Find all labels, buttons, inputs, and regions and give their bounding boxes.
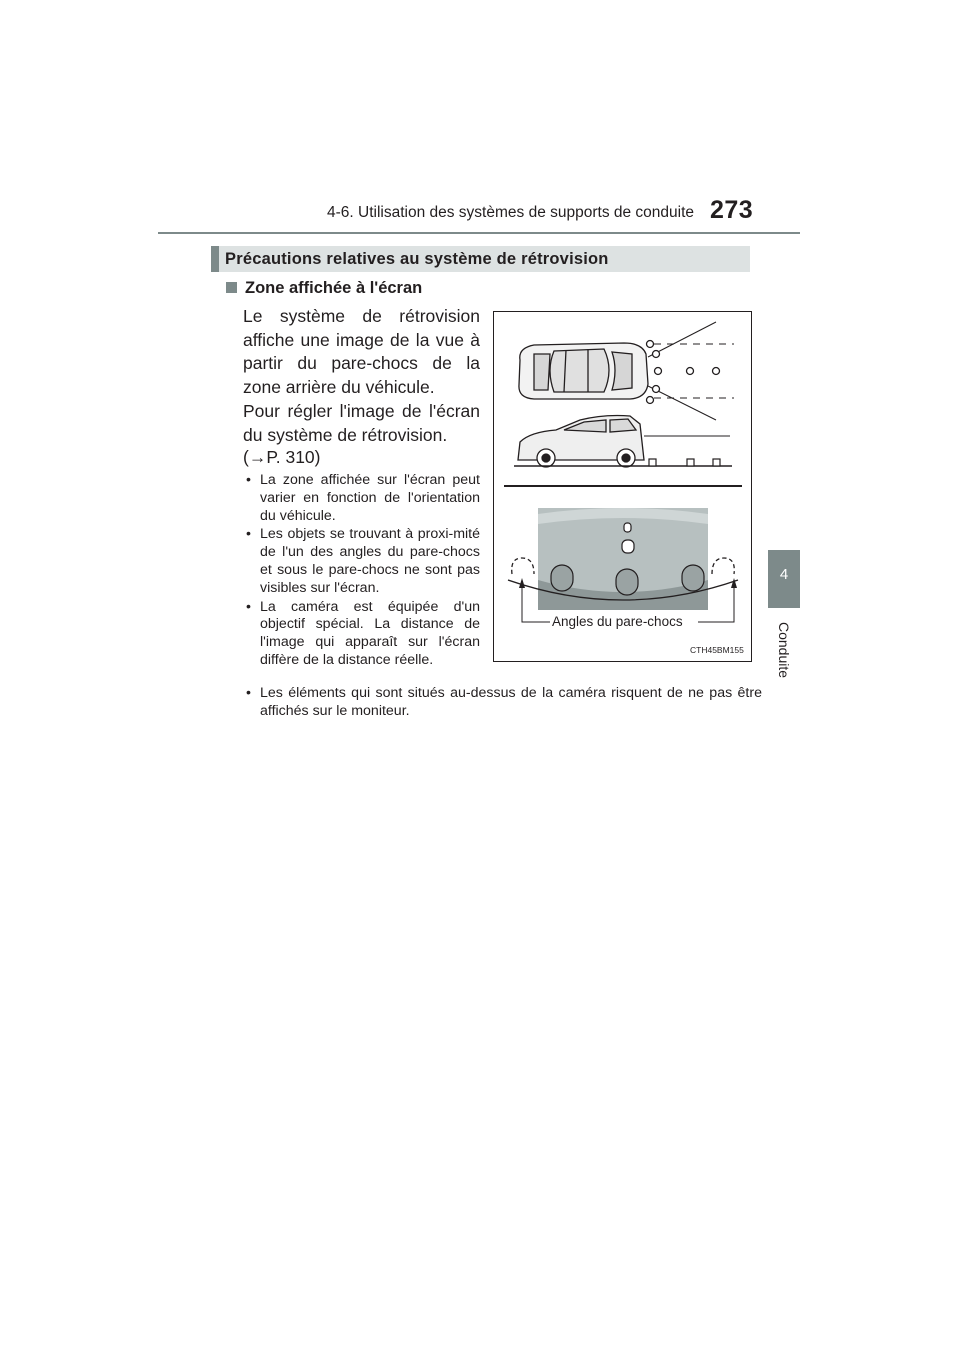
section-accent xyxy=(211,246,219,272)
chapter-label xyxy=(771,620,797,680)
list-item xyxy=(243,472,480,525)
list-item xyxy=(243,526,480,597)
chapter-tab xyxy=(768,550,800,608)
bullet-text: La caméra est équipée d'un objectif spécial. La distance de l'image qui apparaît sur l'écran diffère de la distance réelle. xyxy=(260,598,480,668)
bullet-text: Les objets se trouvant à proxi-mité de l'un des angles du pare-chocs et sous le pare-chocs ne sont pas visibles sur l'écran. xyxy=(260,526,480,596)
subheading xyxy=(226,279,422,298)
bullet-icon: • xyxy=(246,685,251,701)
paragraph-1: Le système de rétrovision affiche une image de la vue à partir du pare-chocs de la zone arrière du véhicule. xyxy=(243,306,480,397)
bullet-list xyxy=(243,472,480,671)
car-top-view-icon xyxy=(519,343,648,399)
bullet-text: Les éléments qui sont situés au-dessus de la caméra risquent de ne pas être affichés sur le moniteur. xyxy=(260,685,762,719)
page-reference: (→P. 310) xyxy=(243,447,321,467)
header-title: 4-6. Utilisation des systèmes de supports de conduite xyxy=(327,204,695,221)
bullet-icon: • xyxy=(246,526,251,543)
figure-label: Angles du pare-chocs xyxy=(552,614,683,629)
bullet-icon: • xyxy=(246,598,251,615)
bullet-icon: • xyxy=(246,472,251,488)
section-title: Précautions relatives au système de rétrovision xyxy=(225,250,609,268)
list-item xyxy=(243,685,762,721)
chapter-label-text: Conduite xyxy=(776,621,792,679)
header-rule xyxy=(158,232,800,234)
camera-illustration xyxy=(494,312,751,661)
figure-code: CTH45BM155 xyxy=(690,645,744,655)
section-heading xyxy=(211,246,750,272)
car-side-view-icon xyxy=(518,416,644,468)
bullet-text: La zone affichée sur l'écran peut varier en fonction de l'orientation du véhicule. xyxy=(260,472,480,524)
monitor-view xyxy=(508,508,738,610)
obstacle-markers xyxy=(647,341,720,404)
list-item xyxy=(243,599,480,670)
square-bullet-icon xyxy=(226,282,237,293)
page-number: 273 xyxy=(710,196,754,224)
subheading-text: Zone affichée à l'écran xyxy=(245,279,423,297)
rear-view-camera-figure xyxy=(493,311,752,662)
paragraph-2: Pour régler l'image de l'écran du système de rétrovision. xyxy=(243,401,480,445)
chapter-number: 4 xyxy=(779,566,789,583)
